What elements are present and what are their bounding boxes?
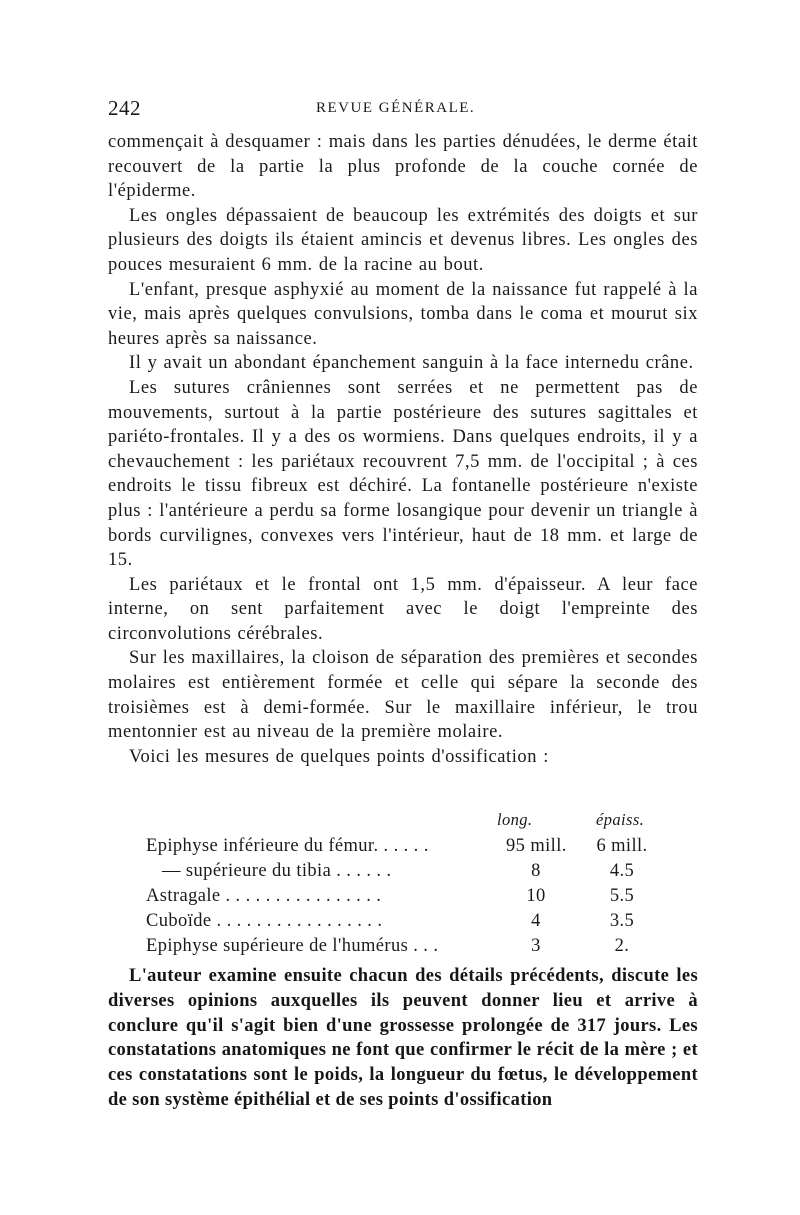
row-long: 3 [531,936,541,956]
table-row [108,911,698,936]
paragraph: Les ongles dépassaient de beaucoup les extrémités des doigts et sur plusieurs des doigts ils étaient amincis et devenus libres. Les ongles des pouces mesuraient 6 mm. de la racine au bout. [108,205,698,275]
running-title: REVUE GÉNÉRALE. [316,100,476,116]
row-long: 4 [531,911,541,931]
column-header-long: long. [497,810,533,829]
paragraph: Sur les maxillaires, la cloison de séparation des premières et secondes molaires est entièrement formée et celle qui sépare la seconde des troisièmes est à demi-formée. Sur le maxillaire inférieur, le trou mentonnier est au niveau de la première molaire. [108,648,698,743]
paragraph: L'enfant, presque asphyxié au moment de la naissance fut rappelé à la vie, mais après quelques convulsions, tomba dans le coma et mourut six heures après sa naissance. [108,279,698,349]
table-row [108,836,698,861]
row-label: Cuboïde . . . . . . . . . . . . . . . . . [146,911,383,931]
paragraph: L'auteur examine ensuite chacun des détails précédents, discute les diverses opinions auxquelles ils peuvent donner lieu et arrive à conclure qu'il s'agit bien d'une grossesse prolongée de 317 jours. Les constatations anatomiques ne font que confirmer le récit de la mère ; et ces constatations sont le poids, la longueur du fœtus, le développement de son système épithélial et de ses points d'ossification [108,966,698,1110]
row-label: Epiphyse supérieure de l'humérus . . . [146,936,439,956]
paragraph: Voici les mesures de quelques points d'ossification : [129,746,549,767]
row-label: Astragale . . . . . . . . . . . . . . . . [146,886,382,906]
table-header [108,810,698,836]
body-text [108,130,698,769]
row-long: 95 mill. [506,836,567,856]
paragraph: Les pariétaux et le frontal ont 1,5 mm. d'épaisseur. A leur face interne, on sent parfaitement avec le doigt l'empreinte des circonvolutions cérébrales. [108,574,698,644]
page-header [108,96,698,124]
row-epaiss: 4.5 [609,861,635,881]
table-row [108,936,698,961]
ossification-table [108,810,698,961]
conclusion-text [108,964,698,1113]
row-label: — supérieure du tibia . . . . . . [162,861,392,881]
paragraph: Les sutures crâniennes sont serrées et ne permettent pas de mouvements, surtout à la partie postérieure des sutures sagittales et pariéto-frontales. Il y a des os wormiens. Dans quelques endroits, il y a chevauchement : les pariétaux recouvrent 7,5 mm. de l'occipital ; à ces endroits le tissu fibreux est déchiré. La fontanelle postérieure n'existe plus : l'antérieure a perdu sa forme losangique pour devenir un triangle à bords curvilignes, convexes vers l'intérieur, haut de 18 mm. et large de 15. [108,377,698,571]
row-epaiss: 2. [614,936,630,956]
row-epaiss: 5.5 [609,886,635,906]
table-row [108,886,698,911]
row-epaiss: 3.5 [609,911,635,931]
row-long: 8 [531,861,541,881]
row-epaiss: 6 mill. [596,836,648,856]
paragraph: commençait à desquamer : mais dans les parties dénudées, le derme était recouvert de la partie la plus profonde de la couche cornée de l'épiderme. [108,132,698,202]
paragraph: Il y avait un abondant épanchement sanguin à la face internedu crâne. [129,353,694,374]
row-label: Epiphyse inférieure du fémur. . . . . . [146,836,429,856]
table-row [108,861,698,886]
column-header-epaiss: épaiss. [596,810,645,829]
row-long: 10 [526,886,546,906]
page-number: 242 [108,96,141,120]
